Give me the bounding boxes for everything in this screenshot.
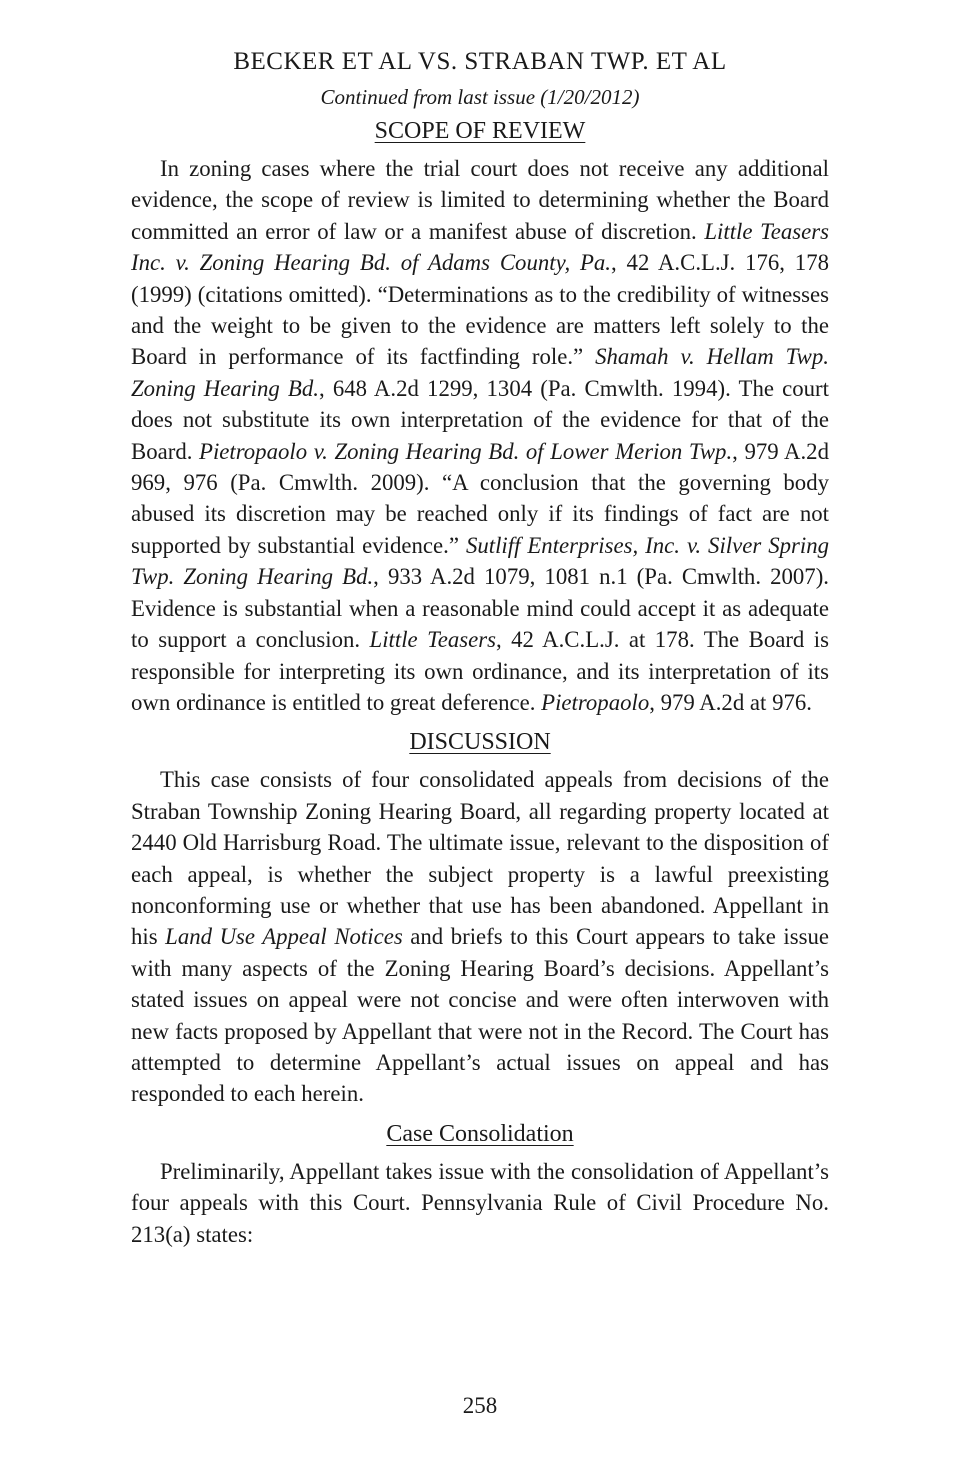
scope-paragraph [131,153,829,718]
document-page [131,42,829,1250]
text-run: , 42 A.C.L.J. 176, 178 (1999) (citations omitted). “Determinations as to the credibility of witnesses and the weight to be given to the evidence are matters left solely to the Board in performance of its factfinding role.” [131,250,829,370]
consolidation-heading: Case Consolidation [386,1120,574,1147]
document-title: Land Use Appeal Notices [165,924,403,950]
continued-note: Continued from last issue (1/20/2012) [320,85,640,109]
discussion-paragraph [131,764,829,1109]
text-run: and briefs to this Court appears to take issue with many aspects of the Zoning Hearing Board’s decisions. Appellant’s stated issues on appeal were not concise and were often interwoven with new facts proposed by Appellant that were not in the Record. The Court has attempted to determine Appellant’s actual issues on appeal and has responded to each herein. [131,924,830,1107]
citation: Pietropaolo v. Zoning Hearing Bd. of Lower Merion Twp. [199,438,733,464]
text-run: , 648 A.2d 1299, 1304 (Pa. Cmwlth. 1994). The court does not substitute its own interpretation of the evidence for that of the Board. [131,375,829,464]
case-title: BECKER ET AL VS. STRABAN TWP. ET AL [233,48,727,75]
citation: Shamah v. Hellam Twp. Zoning Hearing Bd. [131,344,829,401]
text-run: , 933 A.2d 1079, 1081 n.1 (Pa. Cmwlth. 2007). Evidence is substantial when a reasonable mind could accept it as adequate to support a conclusion. [131,564,829,653]
text-run: In zoning cases where the trial court does not receive any additional evidence, the scope of review is limited to determining whether the Board committed an error of law or a manifest abuse of discretion. [131,156,829,244]
citation: Sutliff Enterprises, Inc. v. Silver Spring Twp. Zoning Hearing Bd. [131,532,829,590]
citation: Little Teasers Inc. v. Zoning Hearing Bd. of Adams County, Pa. [131,218,829,276]
text-run: , 979 A.2d at 976. [649,689,812,715]
text-run: , 42 A.C.L.J. at 178. The Board is responsible for interpreting its own ordinance, and its interpretation of its own ordinance is entitled to great deference. [131,627,829,715]
consolidation-paragraph: Preliminarily, Appellant takes issue with the consolidation of Appellant’s four appeals with this Court. Pennsylvania Rule of Civil Procedure No. 213(a) states: [131,1158,829,1247]
citation: Pietropaolo [541,689,650,715]
text-run: This case consists of four consolidated appeals from decisions of the Straban Township Zoning Hearing Board, all regarding property located at 2440 Old Harrisburg Road. The ultimate issue, relevant to the disposition of each appeal, is whether the subject property is a lawful preexisting nonconforming use or whether that use has been abandoned. Appellant in his [131,767,829,950]
text-run: , 979 A.2d 969, 976 (Pa. Cmwlth. 2009). “A conclusion that the governing body abused its discretion may be reached only if its findings of fact are not supported by substantial evidence.” [131,438,829,558]
scope-heading: SCOPE OF REVIEW [374,118,586,144]
page-number: 258 [462,1393,498,1418]
discussion-heading: DISCUSSION [409,729,551,756]
citation: Little Teasers [369,627,496,653]
